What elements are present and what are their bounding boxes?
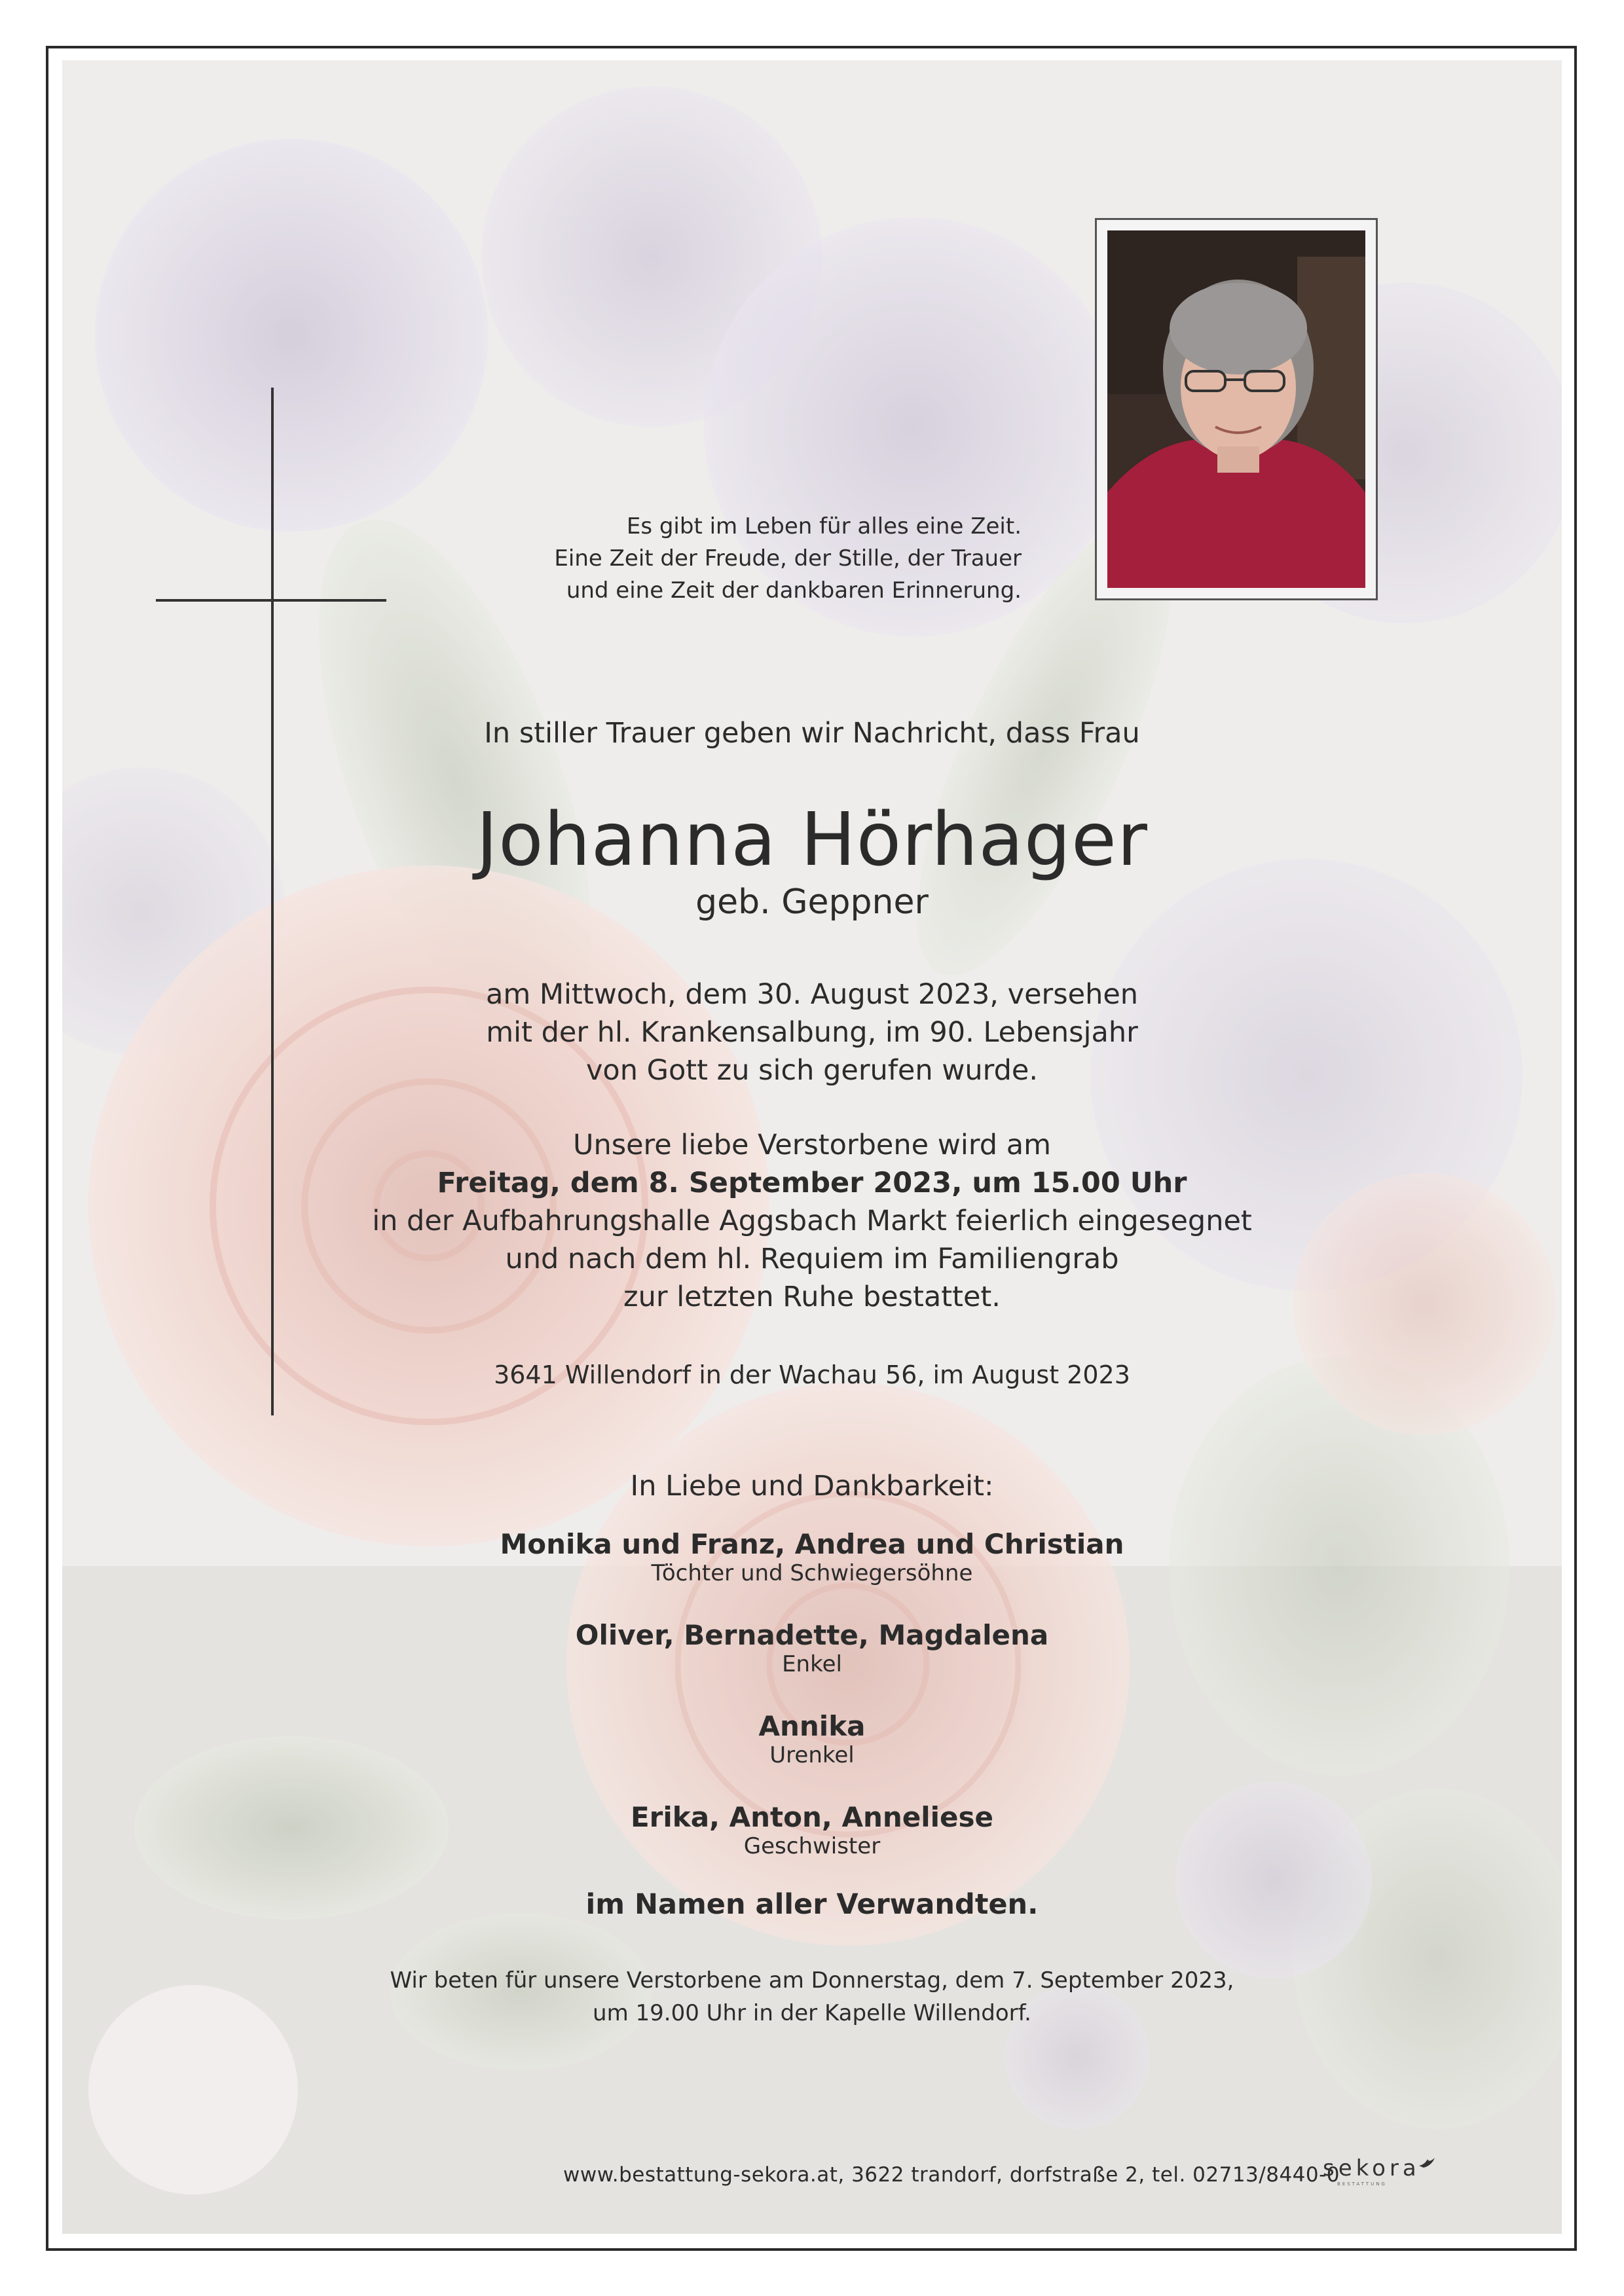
mourner-group	[0, 1619, 1624, 1677]
mourner-relation: Töchter und Schwiegersöhne	[651, 1560, 973, 1586]
mourners-intro: In Liebe und Dankbarkeit:	[630, 1470, 994, 1503]
sekora-logo	[1323, 2155, 1434, 2188]
poem-line-1: Es gibt im Leben für alles eine Zeit.	[626, 513, 1022, 539]
mourner-relation: Enkel	[782, 1651, 842, 1677]
place-and-date: 3641 Willendorf in der Wachau 56, im August 2023	[494, 1360, 1130, 1389]
funeral-line-3: in der Aufbahrungshalle Aggsbach Markt feierlich eingesegnet	[372, 1205, 1252, 1237]
death-notice	[0, 975, 1624, 1089]
mourner-names: Annika	[758, 1710, 866, 1742]
portrait-photo	[1107, 230, 1365, 588]
funeral-line-5: zur letzten Ruhe bestattet.	[623, 1281, 1001, 1313]
death-notice-line-1: am Mittwoch, dem 30. August 2023, versehen	[485, 978, 1139, 1011]
mourner-names: Monika und Franz, Andrea und Christian	[500, 1528, 1124, 1560]
mourner-group	[0, 1528, 1624, 1586]
mourner-relation: Urenkel	[769, 1742, 855, 1768]
portrait-frame	[1095, 218, 1378, 600]
mourner-names: Erika, Anton, Anneliese	[630, 1801, 994, 1833]
funeral-details	[0, 1126, 1624, 1316]
bird-icon	[1418, 2157, 1435, 2170]
prayer-line-2: um 19.00 Uhr in der Kapelle Willendorf.	[593, 2000, 1031, 2026]
death-notice-line-3: von Gott zu sich gerufen wurde.	[585, 1054, 1039, 1087]
mourner-names: Oliver, Bernadette, Magdalena	[575, 1619, 1049, 1651]
deceased-name: Johanna Hörhager	[476, 797, 1148, 883]
logo-wordmark: sekora	[1323, 2155, 1420, 2181]
mourner-group	[0, 1801, 1624, 1859]
footer-contact: www.bestattung-sekora.at, 3622 trandorf, dorfstraße 2, tel. 02713/8440-0	[563, 2163, 1340, 2187]
prayer-notice	[0, 1964, 1624, 2030]
intro-text: In stiller Trauer geben wir Nachricht, dass Frau	[484, 717, 1140, 750]
poem-line-3: und eine Zeit der dankbaren Erinnerung.	[566, 577, 1022, 604]
portrait-image	[1107, 230, 1365, 588]
funeral-date-time: Freitag, dem 8. September 2023, um 15.00 Uhr	[437, 1167, 1187, 1199]
prayer-line-1: Wir beten für unsere Verstorbene am Donnerstag, dem 7. September 2023,	[390, 1967, 1234, 1994]
funeral-line-4: und nach dem hl. Requiem im Familiengrab	[505, 1243, 1119, 1275]
cross-horizontal-bar	[156, 599, 386, 602]
poem-line-2: Eine Zeit der Freude, der Stille, der Trauer	[554, 545, 1022, 572]
logo-subtitle: BESTATTUNG	[1337, 2181, 1387, 2187]
closing-line: im Namen aller Verwandten.	[585, 1888, 1039, 1921]
poem	[367, 511, 1022, 607]
mourner-group	[0, 1710, 1624, 1768]
mourner-relation: Geschwister	[743, 1833, 881, 1859]
death-notice-line-2: mit der hl. Krankensalbung, im 90. Lebensjahr	[486, 1016, 1138, 1049]
funeral-line-1: Unsere liebe Verstorbene wird am	[572, 1129, 1052, 1161]
maiden-name: geb. Geppner	[695, 883, 929, 922]
